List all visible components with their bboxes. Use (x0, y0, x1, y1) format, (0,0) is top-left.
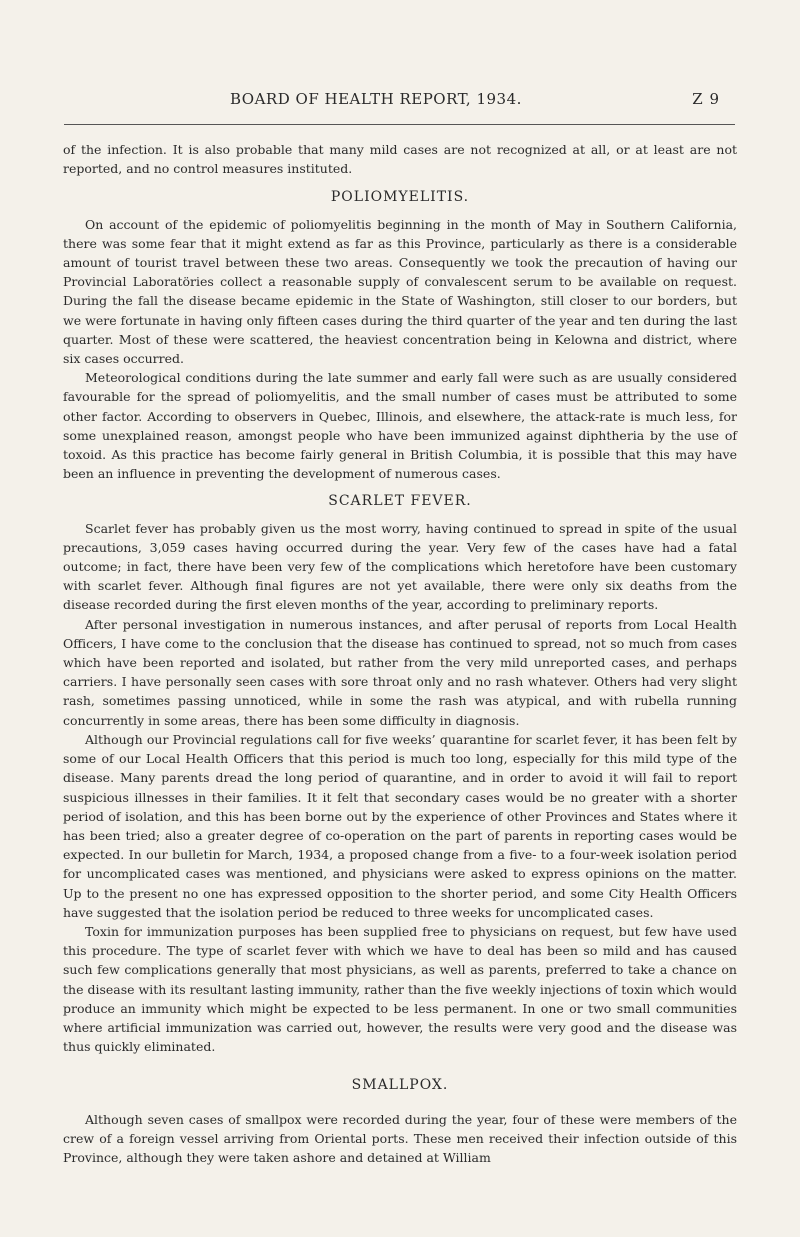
report-body (63, 140, 737, 1167)
header-rule (64, 124, 735, 125)
section-heading-smallpox: SMALLPOX. (351, 1077, 449, 1094)
paragraph: After personal investigation in numerous instances, and after perusal of reports from Local Health Officers, I have come to the conclusion that the disease has continued to spread, not so much from cases which have been reported and isolated, but rather from the very mild unreported cases, and perhaps carriers. I have personally seen cases with sore throat only and no rash whatever. Others had very slight rash, sometimes passing unnoticed, while in some the rash was atypical, and with rubella running concurrently in some areas, there has been some difficulty in diagnosis. (63, 616, 737, 728)
paragraph: On account of the epidemic of poliomyelitis beginning in the month of May in Southern California, there was some fear that it might extend as far as this Province, particularly as there is a considerable amount of tourist travel between these two areas. Consequently we took the precaution of having our Provincial Laboratöries collect a reasonable supply of convalescent serum to be available on request. During the fall the disease became epidemic in the State of Washington, still closer to our borders, but we were fortunate in having only fifteen cases during the third quarter of the year and ten during the last quarter. Most of these were scattered, the heaviest concentration being in Kelowna and district, where six cases occurred. (63, 216, 737, 367)
running-title: BOARD OF HEALTH REPORT, 1934. (230, 90, 522, 108)
page-number: Z 9 (692, 90, 720, 108)
paragraph: Toxin for immunization purposes has been supplied free to physicians on request, but few have used this procedure. The type of scarlet fever with which we have to deal has been so mild and has caused such few complications generally that most physicians, as well as parents, preferred to take a chance on the disease with its resultant lasting immunity, rather than the five weekly injections of toxin which would produce an immunity which might be expected to be less permanent. In one or two small communities where artificial immunization was carried out, however, the results were very good and the disease was thus quickly eliminated. (63, 923, 737, 1055)
page-header (110, 90, 720, 114)
paragraph: Scarlet fever has probably given us the most worry, having continued to spread in spite of the usual precautions, 3,059 cases having occurred during the year. Very few of the cases have had a fatal outcome; in fact, there have been very few of the complications which heretofore have been customary with scarlet fever. Although final figures are not yet available, there were only six deaths from the disease recorded during the first eleven months of the year, according to preliminary reports. (63, 520, 737, 613)
paragraph: Meteorological conditions during the late summer and early fall were such as are usually considered favourable for the spread of poliomyelitis, and the small number of cases must be attributed to some other factor. According to observers in Quebec, Illinois, and elsewhere, the attack-rate is much less, for some unexplained reason, amongst people who have been immunized against diphtheria by the use of toxoid. As this practice has become fairly general in British Columbia, it is possible that this may have been an influence in preventing the development of numerous cases. (63, 370, 737, 482)
section-heading-poliomyelitis: POLIOMYELITIS. (330, 189, 470, 206)
intro-paragraph: of the infection. It is also probable that many mild cases are not recognized at all, or at least are not reported, and no control measures instituted. (63, 142, 737, 177)
section-heading-scarlet-fever: SCARLET FEVER. (328, 493, 472, 510)
paragraph: Although our Provincial regulations call for five weeks’ quarantine for scarlet fever, it has been felt by some of our Local Health Officers that this period is much too long, especially for this mild type of the disease. Many parents dread the long period of quarantine, and in order to avoid it will fail to report suspicious illnesses in their families. It it felt that secondary cases would be no greater with a shorter period of isolation, and this has been borne out by the experience of other Provinces and States where it has been tried; also a greater degree of co-operation on the part of parents in reporting cases would be expected. In our bulletin for March, 1934, a proposed change from a five- to a four-week isolation period for uncomplicated cases was mentioned, and physicians were asked to express opinions on the matter. Up to the present no one has expressed opposition to the shorter period, and some City Health Officers have suggested that the isolation period be reduced to three weeks for uncomplicated cases. (63, 731, 737, 920)
paragraph: Although seven cases of smallpox were recorded during the year, four of these were members of the crew of a foreign vessel arriving from Oriental ports. These men received their infection outside of this Province, although they were taken ashore and detained at William (63, 1111, 737, 1165)
